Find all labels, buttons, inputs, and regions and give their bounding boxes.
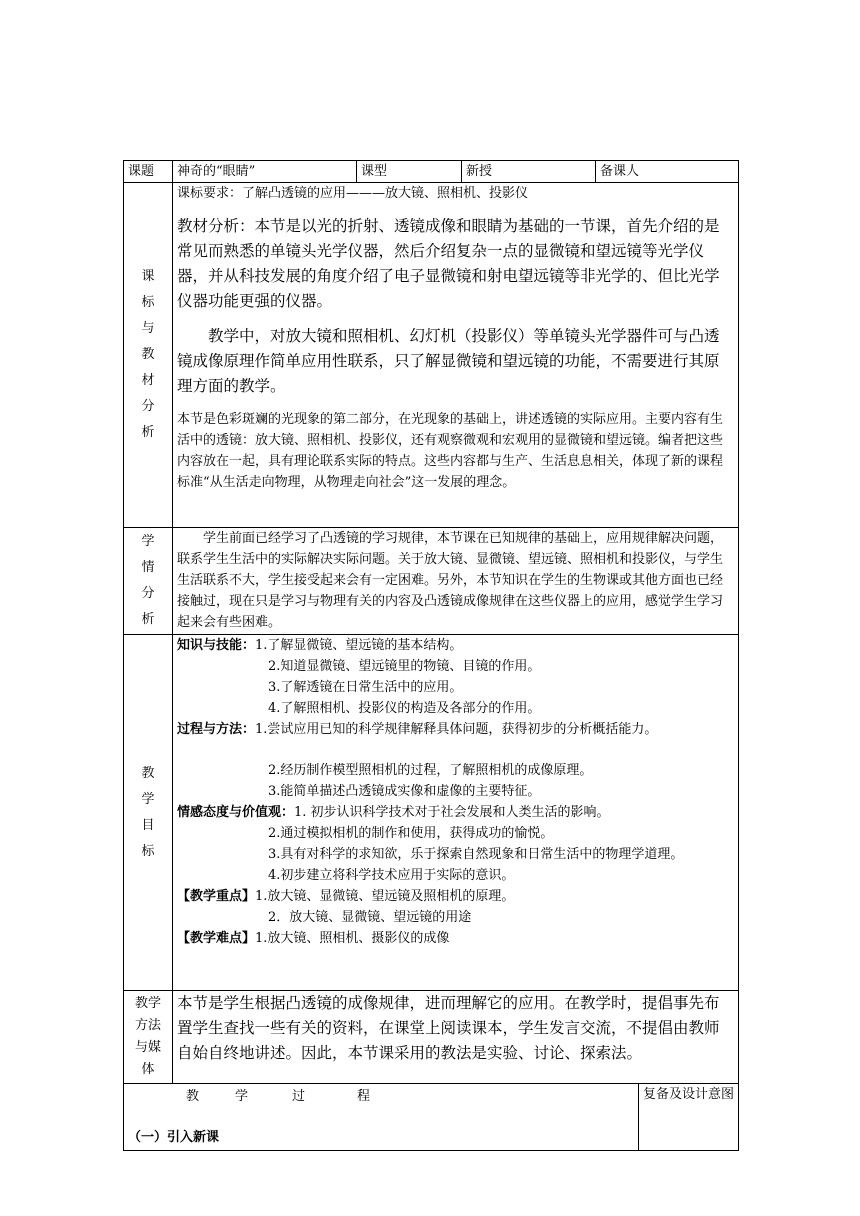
student-analysis-content [173, 528, 739, 635]
process-line-2: 2.经历制作模型照相机的过程，了解照相机的成像原理。 [268, 763, 593, 778]
preparer-label: 备课人 [596, 161, 739, 183]
knowledge-line-2: 2.知道显微镜、望远镜里的物镜、目镜的作用。 [268, 659, 541, 674]
design-notes-label: 复备及设计意图 [639, 1084, 739, 1151]
section-summary: 本节是色彩斑斓的光现象的第二部分，在光现象的基础上，讲述透镜的实际应用。主要内容有生活中的透镜：放大镜、照相机、投影仪，还有观察微观和宏观用的显微镜和望远镜。编者把这些内容放在一起，具有理论联系实际的特点。这些内容都与生产、生活息息相关，体现了新的课程标准“从生活走向物理，从物理走向社会”这一发展的理念。 [177, 412, 724, 490]
emotion-line-3: 3.具有对科学的求知欲，乐于探索自然现象和日常生活中的物理学道理。 [268, 847, 684, 862]
process-main-cell [124, 1084, 639, 1151]
topic-value: 神奇的“眼睛” [173, 161, 357, 183]
methods-label: 教学 方法 与媒 体 [124, 991, 173, 1084]
intro-heading: （一）引入新课 [128, 1130, 220, 1145]
student-analysis-label: 学 情 分 析 [124, 528, 173, 635]
type-value: 新授 [462, 161, 596, 183]
key-point-line-1: 【教学重点】1.放大镜、显微镜、望远镜及照相机的原理。 [177, 889, 515, 904]
curriculum-content [173, 183, 739, 528]
teaching-note: 教学中，对放大镜和照相机、幻灯机（投影仪）等单镜头光学器件可与凸透镜成像原理作简单应用性联系，只了解显微镜和望远镜的功能，不需要进行其原理方面的教学。 [177, 327, 720, 395]
process-header-row [124, 1084, 739, 1151]
header-row [124, 161, 739, 183]
lesson-plan-table [123, 160, 739, 1151]
process-line-3: 3.能简单描述凸透镜成实像和虚像的主要特征。 [268, 784, 541, 799]
methods-text: 本节是学生根据凸透镜的成像规律，进而理解它的应用。在教学时，提倡事先布置学生查找一些有关的资料，在课堂上阅读课本，学生发言交流，不提倡由教师自始自终地讲述。因此，本节课采用的教法是实验、讨论、探索法。 [177, 994, 720, 1062]
student-analysis-text: 学生前面已经学习了凸透镜的学习规律，本节课在已知规律的基础上，应用规律解决问题，联系学生生活中的实际解决实际问题。关于放大镜、显微镜、望远镜、照相机和投影仪，与学生生活联系不大，学生接受起来会有一定困难。另外，本节知识在学生的生物课或其他方面也已经接触过，现在只是学习与物理有关的内容及凸透镜成像规律在这些仪器上的应用，感觉学生学习起来会有些困难。 [177, 531, 724, 630]
curriculum-row [124, 183, 739, 528]
key-point-line-2: 2．放大镜、显微镜、望远镜的用途 [268, 910, 472, 925]
objectives-label: 教 学 目 标 [124, 635, 173, 991]
curriculum-requirement: 课标要求：了解凸透镜的应用———放大镜、照相机、投影仪 [177, 186, 529, 201]
methods-row [124, 991, 739, 1084]
difficult-point-line: 【教学难点】1.放大镜、照相机、摄影仪的成像 [177, 931, 450, 946]
student-analysis-row [124, 528, 739, 635]
emotion-line-2: 2.通过模拟相机的制作和使用，获得成功的愉悦。 [268, 826, 554, 841]
objectives-content [173, 635, 739, 991]
knowledge-line-3: 3.了解透镜在日常生活中的应用。 [268, 680, 463, 695]
textbook-analysis: 教材分析：本节是以光的折射、透镜成像和眼睛为基础的一节课，首先介绍的是常见而熟悉的单镜头光学仪器，然后介绍复杂一点的显微镜和望远镜等光学仪器，并从科技发展的角度介绍了电子显微镜和射电望远镜等非光学的、但比光学仪器功能更强的仪器。 [177, 217, 720, 310]
knowledge-line-1: 知识与技能：1.了解显微镜、望远镜的基本结构。 [177, 638, 463, 653]
objectives-row [124, 635, 739, 991]
curriculum-label: 课 标 与 教 材 分 析 [124, 183, 173, 528]
process-line-1: 过程与方法：1.尝试应用已知的科学规律解释具体问题，获得初步的分析概括能力。 [177, 722, 658, 737]
process-title: 教 学 过 程 [186, 1089, 371, 1104]
knowledge-line-4: 4.了解照相机、投影仪的构造及各部分的作用。 [268, 701, 541, 716]
topic-label: 课题 [124, 161, 173, 183]
emotion-line-1: 情感态度与价值观：1. 初步认识科学技术对于社会发展和人类生活的影响。 [177, 805, 610, 820]
emotion-line-4: 4.初步建立将科学技术应用于实际的意识。 [268, 868, 515, 883]
type-label: 课型 [357, 161, 462, 183]
methods-content [173, 991, 739, 1084]
